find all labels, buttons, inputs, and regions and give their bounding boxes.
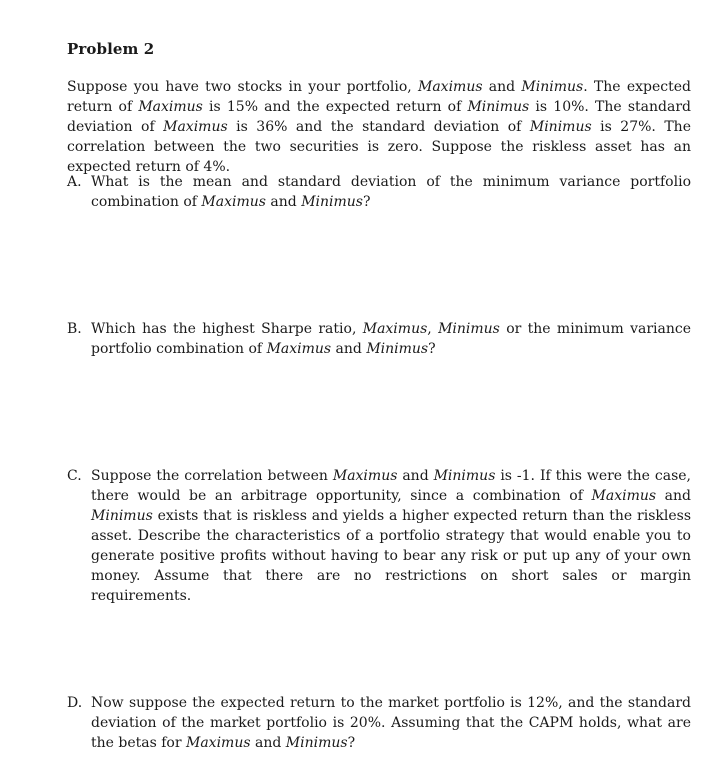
question-c	[67, 466, 691, 606]
stock-name-maximus: Maximus	[138, 99, 203, 115]
question-text-part: and	[397, 468, 434, 484]
stock-name-minimus: Minimus	[438, 321, 500, 337]
stock-name-maximus: Maximus	[332, 468, 398, 484]
question-text	[91, 466, 691, 606]
stock-name-minimus: Minimus	[285, 735, 348, 751]
stock-name-maximus: Maximus	[591, 488, 657, 504]
stock-name-minimus: Minimus	[366, 341, 429, 357]
stock-name-maximus: Maximus	[266, 341, 332, 357]
question-text	[91, 319, 691, 359]
intro-text: is 27%. The correlation between the two securities is zero. Suppose the riskless asset has an expected return of 4%.	[67, 119, 691, 175]
question-text-part: Now suppose the expected return to the market portfolio is 12%, and the standard deviation of the market portfolio is 20%. Assuming that the CAPM holds, what are the betas for	[91, 695, 691, 751]
question-b	[67, 319, 691, 359]
question-text-part: ?	[347, 735, 356, 751]
problem-intro-paragraph	[67, 77, 691, 177]
question-text-part: and	[265, 194, 302, 210]
intro-text: Suppose you have two stocks in your portfolio,	[67, 79, 418, 95]
stock-name-maximus: Maximus	[201, 194, 266, 210]
question-text-part: and	[656, 488, 692, 504]
stock-name-minimus: Minimus	[521, 79, 584, 95]
stock-name-minimus: Minimus	[467, 99, 530, 115]
intro-text: . The expected return of	[67, 79, 691, 115]
stock-name-maximus: Maximus	[186, 735, 251, 751]
question-text-part: exists that is riskless and yields a higher expected return than the riskless asset. Describe the characteristics of a portfolio strategy that would enable you to generate positive profits without having to bear any risk or put up any of your own money. Assume that there are no restrictions on short sales or margin requirements.	[91, 508, 691, 604]
stock-name-minimus: Minimus	[91, 508, 153, 524]
question-text-part: is -1. If this were the case, there would be an arbitrage opportunity, since a combination of	[91, 468, 691, 504]
question-text-part: What is the mean and standard deviation of the minimum variance portfolio combination of	[91, 174, 691, 210]
question-text	[91, 172, 691, 212]
intro-text: is 36% and the standard deviation of	[227, 119, 530, 135]
question-d	[67, 693, 691, 753]
stock-name-maximus: Maximus	[163, 119, 228, 135]
stock-name-minimus: Minimus	[301, 194, 363, 210]
question-text	[91, 693, 691, 753]
stock-name-maximus: Maximus	[418, 79, 483, 95]
question-text-part: or the minimum variance portfolio combination of	[91, 321, 691, 357]
intro-text: is 15% and the expected return of	[202, 99, 468, 115]
stock-name-minimus: Minimus	[433, 468, 496, 484]
question-text-part: and	[331, 341, 367, 357]
question-letter: C.	[67, 468, 82, 484]
question-letter: D.	[67, 695, 83, 711]
question-text-part: ?	[428, 341, 436, 357]
question-letter: B.	[67, 321, 82, 337]
question-a	[67, 172, 691, 212]
stock-name-minimus: Minimus	[529, 119, 592, 135]
question-text-part: ,	[427, 321, 439, 337]
question-text-part: ?	[362, 194, 371, 210]
intro-text: is 10%. The standard deviation of	[67, 99, 691, 135]
question-text-part: Which has the highest Sharpe ratio,	[91, 321, 363, 337]
stock-name-maximus: Maximus	[362, 321, 428, 337]
problem-title: Problem 2	[67, 40, 155, 58]
intro-text: and	[482, 79, 522, 95]
question-letter: A.	[67, 174, 82, 190]
question-text-part: and	[250, 735, 286, 751]
question-text-part: Suppose the correlation between	[91, 468, 333, 484]
